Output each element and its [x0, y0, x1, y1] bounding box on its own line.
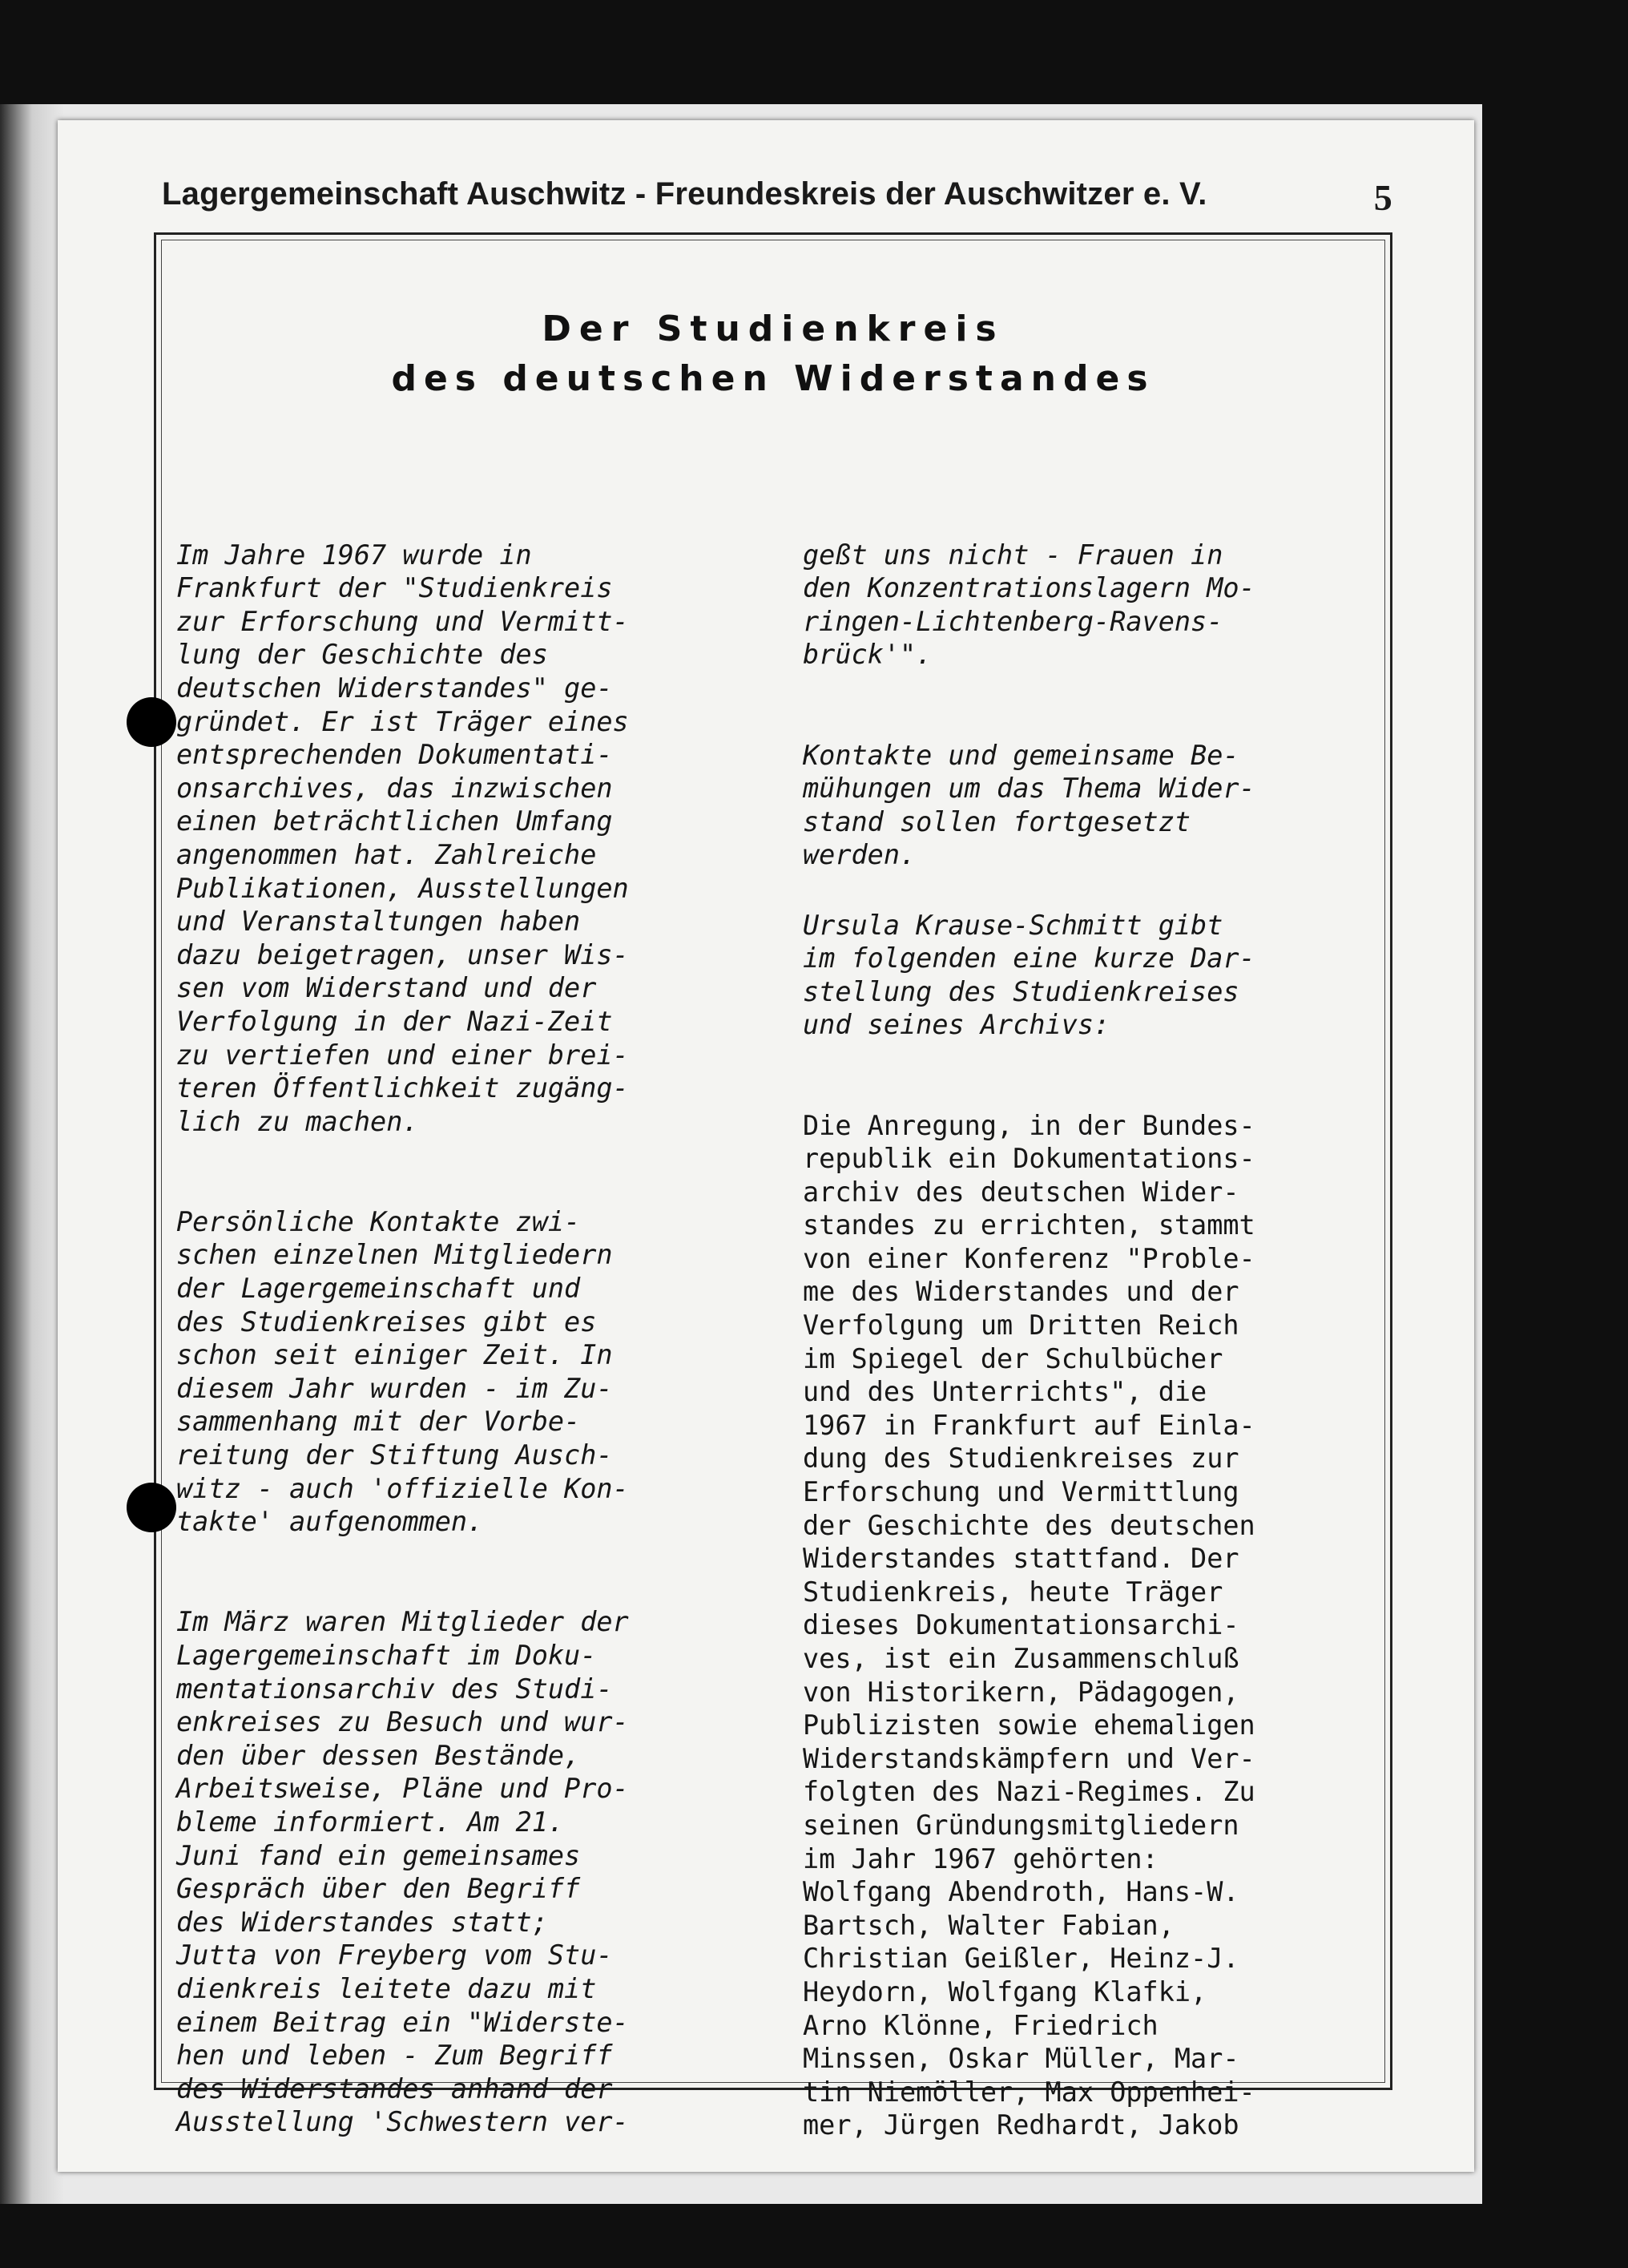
header-title: Lagergemeinschaft Auschwitz - Freundeskreis der Auschwitzer e. V.	[162, 176, 1207, 212]
right-column	[803, 505, 1380, 2209]
visit-paragraph: Im März waren Mitglieder der Lagergemeinschaft im Doku- mentationsarchiv des Studi- enkreises zu Besuch und wur- den über dessen Bestände, Arbeitsweise, Pläne und Pro- bleme informiert. Am 21. Juni fand ein gemeinsames Gespräch über den Begriff des Widerstandes statt; Jutta von Freyberg vom Stu- dienkreis leitete dazu mit einem Beitrag ein "Widerste- hen und leben - Zum Begriff des Widerstandes anhand der Ausstellung 'Schwestern ver-	[176, 1606, 629, 2138]
left-column	[176, 505, 737, 2206]
article-title-line2: des deutschen Widerstandes	[391, 358, 1155, 399]
author-intro-paragraph: Ursula Krause-Schmitt gibt im folgenden eine kurze Dar- stellung des Studienkreises und seines Archivs:	[803, 909, 1255, 1041]
future-contacts-paragraph: Kontakte und gemeinsame Be- mühungen um das Thema Wider- stand sollen fortgesetzt werden.	[803, 739, 1255, 871]
page-header	[162, 176, 1392, 218]
article-frame	[154, 232, 1392, 2141]
article-frame-inner	[161, 240, 1385, 2141]
continuation-paragraph: geßt uns nicht - Frauen in den Konzentrationslagern Mo- ringen-Lichtenberg-Ravens- brück'".	[803, 539, 1255, 671]
binder-hole-top	[127, 697, 176, 747]
document-page	[58, 120, 1474, 2172]
binder-hole-bottom	[127, 1483, 176, 1532]
intro-paragraph: Im Jahre 1967 wurde in Frankfurt der "Studienkreis zur Erforschung und Vermitt- lung der Geschichte des deutschen Widerstandes" ge- gründet. Er ist Träger eines entsprechenden Dokumentati- onsarchives, das inzwischen einen beträchtlichen Umfang angenommen hat. Zahlreiche Publikationen, Ausstellungen und Veranstaltungen haben dazu beigetragen, unser Wis- sen vom Widerstand und der Verfolgung in der Nazi-Zeit zu vertiefen und einer brei- teren Öffentlichkeit zugäng- lich zu machen.	[176, 539, 629, 1137]
page-number: 5	[1373, 177, 1392, 218]
contacts-paragraph: Persönliche Kontakte zwi- schen einzelnen Mitgliedern der Lagergemeinschaft und des Studienkreises gibt es schon seit einiger Zeit. In diesem Jahr wurden - im Zu- sammenhang mit der Vorbe- reitung der Stiftung Ausch- witz - auch 'offizielle Kon- takte' aufgenommen.	[176, 1205, 629, 1538]
article-title-line1: Der Studienkreis	[542, 309, 1005, 349]
article-title	[162, 305, 1384, 404]
body-paragraph: Die Anregung, in der Bundes- republik ein Dokumentations- archiv des deutschen Wider- standes zu errichten, stammt von einer Konferenz "Proble- me des Widerstandes und der Verfolgung um Dritten Reich im Spiegel der Schulbücher und des Unterrichts", die 1967 in Frankfurt auf Einla- dung des Studienkreises zur Erforschung und Vermittlung der Geschichte des deutschen Widerstandes stattfand. Der Studienkreis, heute Träger dieses Dokumentationsarchi- ves, ist ein Zusammenschluß von Historikern, Pädagogen, Publizisten sowie ehemaligen Widerstandskämpfern und Ver- folgten des Nazi-Regimes. Zu seinen Gründungsmitgliedern im Jahr 1967 gehörten: Wolfgang Abendroth, Hans-W. Bartsch, Walter Fabian, Christian Geißler, Heinz-J. Heydorn, Wolfgang Klafki, Arno Klönne, Friedrich Minssen, Oskar Müller, Mar- tin Niemöller, Max Oppenhei- mer, Jürgen Redhardt, Jakob	[803, 1109, 1255, 2141]
